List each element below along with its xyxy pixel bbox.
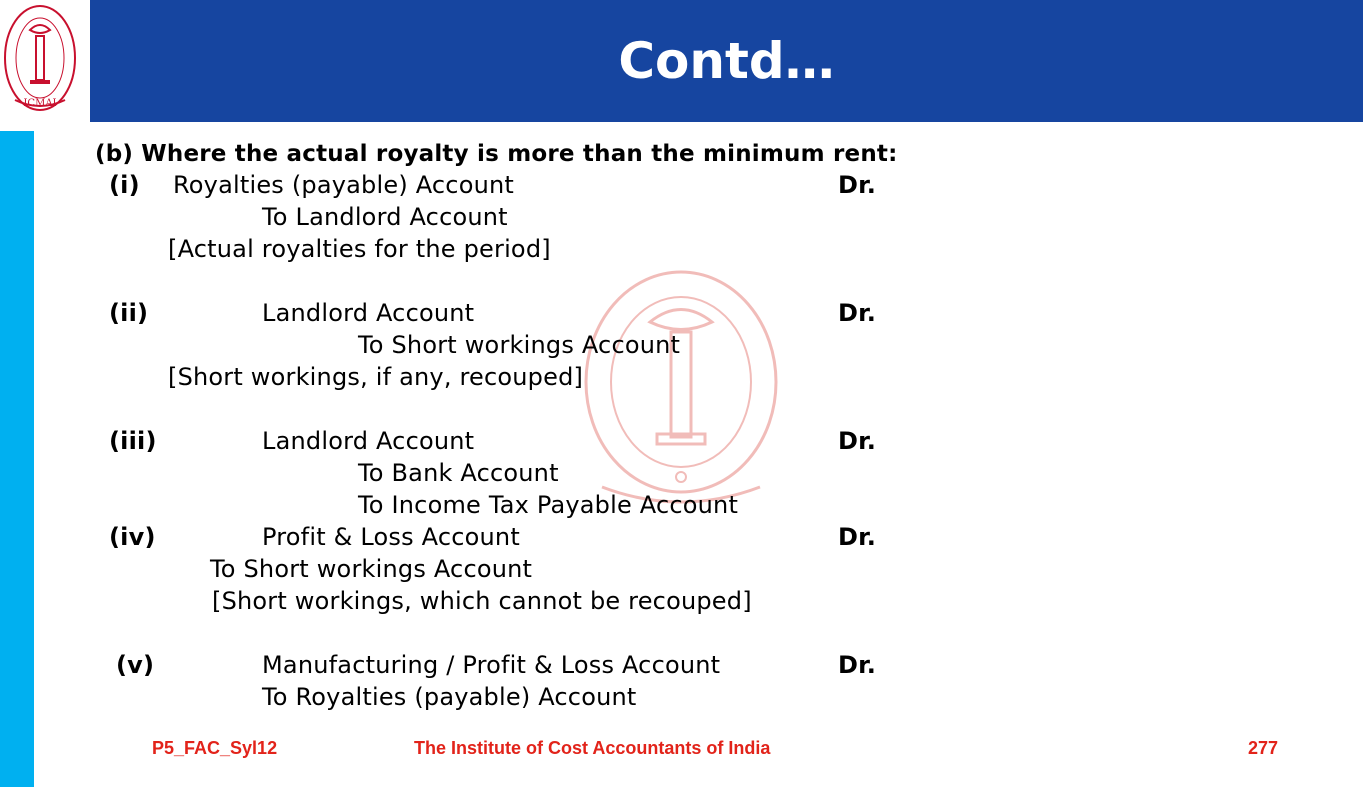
- institute-logo-icon: [0, 0, 90, 123]
- entry-number: (iii): [109, 427, 157, 455]
- entry-number: (iv): [109, 523, 156, 551]
- dr-label: Dr.: [838, 651, 877, 679]
- debit-account: Landlord Account: [262, 427, 475, 455]
- entry-number: (i): [109, 171, 140, 199]
- credit-account: To Royalties (payable) Account: [262, 683, 637, 711]
- footer-institute-name: The Institute of Cost Accountants of India: [414, 738, 771, 758]
- footer-course-code: P5_FAC_Syl12: [152, 738, 278, 758]
- narration: [Short workings, which cannot be recouped]: [212, 587, 752, 615]
- credit-account: To Bank Account: [358, 459, 559, 487]
- entry-number: (ii): [109, 299, 149, 327]
- slide-title: Contd…: [618, 32, 835, 90]
- section-heading: (b) Where the actual royalty is more than the minimum rent:: [95, 141, 898, 167]
- credit-account: To Short workings Account: [358, 331, 681, 359]
- svg-text:ICMAI: ICMAI: [23, 98, 57, 109]
- debit-account: Royalties (payable) Account: [173, 171, 515, 199]
- credit-account: To Income Tax Payable Account: [358, 491, 739, 519]
- debit-account: Manufacturing / Profit & Loss Account: [262, 651, 721, 679]
- credit-account: To Short workings Account: [210, 555, 533, 583]
- logo-area: [0, 0, 90, 123]
- narration: [Actual royalties for the period]: [168, 235, 551, 263]
- credit-account: To Landlord Account: [262, 203, 508, 231]
- narration: [Short workings, if any, recouped]: [168, 363, 584, 391]
- watermark-logo-icon: [572, 262, 790, 524]
- dr-label: Dr.: [838, 523, 877, 551]
- debit-account: Profit & Loss Account: [262, 523, 520, 551]
- entry-number: (v): [116, 651, 155, 679]
- dr-label: Dr.: [838, 171, 877, 199]
- dr-label: Dr.: [838, 299, 877, 327]
- debit-account: Landlord Account: [262, 299, 475, 327]
- left-accent-strip: [0, 131, 34, 787]
- footer-page-number: 277: [1248, 738, 1279, 758]
- dr-label: Dr.: [838, 427, 877, 455]
